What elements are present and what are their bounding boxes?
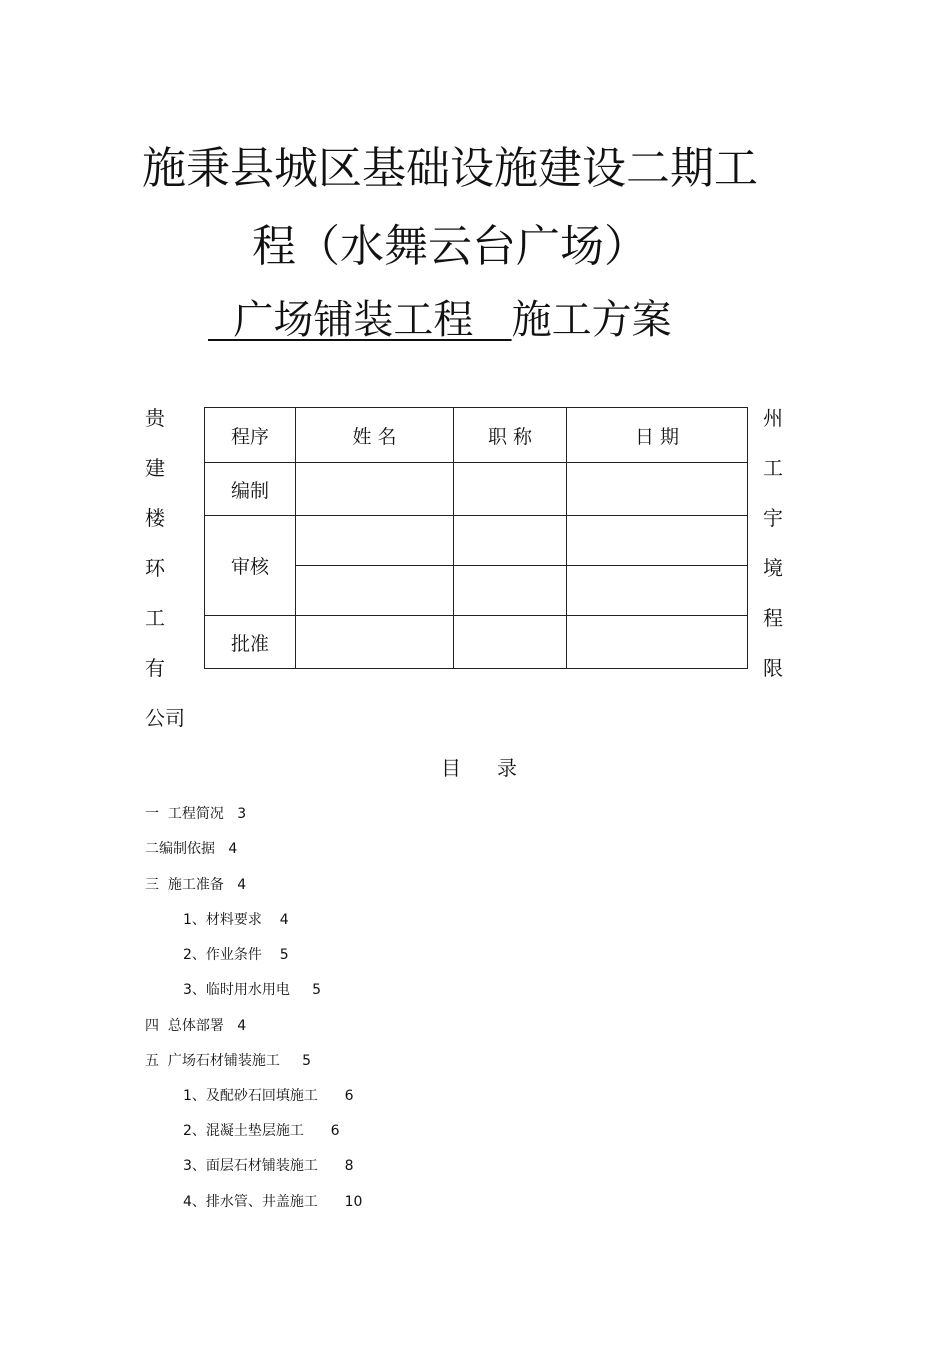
left-char: 建 xyxy=(145,456,165,480)
table-cell[interactable] xyxy=(454,616,567,669)
row-label: 编制 xyxy=(205,463,296,516)
header-cell: 日 期 xyxy=(567,408,748,463)
toc-item[interactable]: 1、及配砂石回填施工 6 xyxy=(183,1088,354,1104)
right-vertical-text xyxy=(763,393,783,693)
approval-table xyxy=(204,407,748,669)
toc-item[interactable]: 3、临时用水用电 5 xyxy=(183,982,322,998)
table-cell[interactable] xyxy=(454,516,567,566)
toc-item[interactable]: 四 总体部署 4 xyxy=(145,1018,247,1034)
table-cell[interactable] xyxy=(454,566,567,616)
left-last-text: 公司 xyxy=(145,706,185,730)
table-row xyxy=(205,516,748,566)
header-cell: 姓 名 xyxy=(296,408,454,463)
toc-item[interactable]: 一 工程简况 3 xyxy=(145,806,247,822)
toc-item[interactable]: 三 施工准备 4 xyxy=(145,877,247,893)
table-cell[interactable] xyxy=(567,616,748,669)
table-cell[interactable] xyxy=(567,463,748,516)
table-cell[interactable] xyxy=(296,463,454,516)
right-char: 限 xyxy=(763,656,783,680)
toc-item[interactable]: 五 广场石材铺装施工 5 xyxy=(145,1053,312,1069)
right-char: 境 xyxy=(763,556,783,580)
table-row xyxy=(205,463,748,516)
left-char: 环 xyxy=(145,556,165,580)
doc-title-line2: 程（水舞云台广场） xyxy=(252,221,648,272)
row-label: 审核 xyxy=(205,516,296,616)
table-cell[interactable] xyxy=(454,463,567,516)
row-label: 批准 xyxy=(205,616,296,669)
right-char: 程 xyxy=(763,606,783,630)
toc-item[interactable]: 2、作业条件 5 xyxy=(183,947,289,963)
table-header-row xyxy=(205,408,748,463)
left-char: 楼 xyxy=(145,506,165,530)
left-char: 工 xyxy=(145,606,165,630)
header-cell: 职 称 xyxy=(454,408,567,463)
toc-item[interactable]: 2、混凝土垫层施工 6 xyxy=(183,1123,340,1139)
table-cell[interactable] xyxy=(296,616,454,669)
left-char: 有 xyxy=(145,656,165,680)
right-char: 宇 xyxy=(763,506,783,530)
plan-label: 施工方案 xyxy=(511,297,672,343)
toc-title: 目录 xyxy=(441,756,553,780)
left-vertical-text xyxy=(145,393,165,693)
doc-title-line3 xyxy=(208,288,672,345)
project-name-underlined: 广场铺装工程 xyxy=(208,297,512,343)
right-char: 州 xyxy=(763,406,783,430)
table-cell[interactable] xyxy=(296,566,454,616)
table-row xyxy=(205,616,748,669)
header-cell: 程序 xyxy=(205,408,296,463)
table-cell[interactable] xyxy=(567,566,748,616)
doc-title-line1: 施秉县城区基础设施建设二期工 xyxy=(142,143,758,194)
left-char: 贵 xyxy=(145,406,165,430)
table-cell[interactable] xyxy=(296,516,454,566)
toc-item[interactable]: 3、面层石材铺装施工 8 xyxy=(183,1158,354,1174)
table-cell[interactable] xyxy=(567,516,748,566)
toc-item[interactable]: 二编制依据 4 xyxy=(145,841,238,857)
toc-item[interactable]: 4、排水管、井盖施工 10 xyxy=(183,1194,363,1210)
toc-item[interactable]: 1、材料要求 4 xyxy=(183,912,289,928)
right-char: 工 xyxy=(763,456,783,480)
